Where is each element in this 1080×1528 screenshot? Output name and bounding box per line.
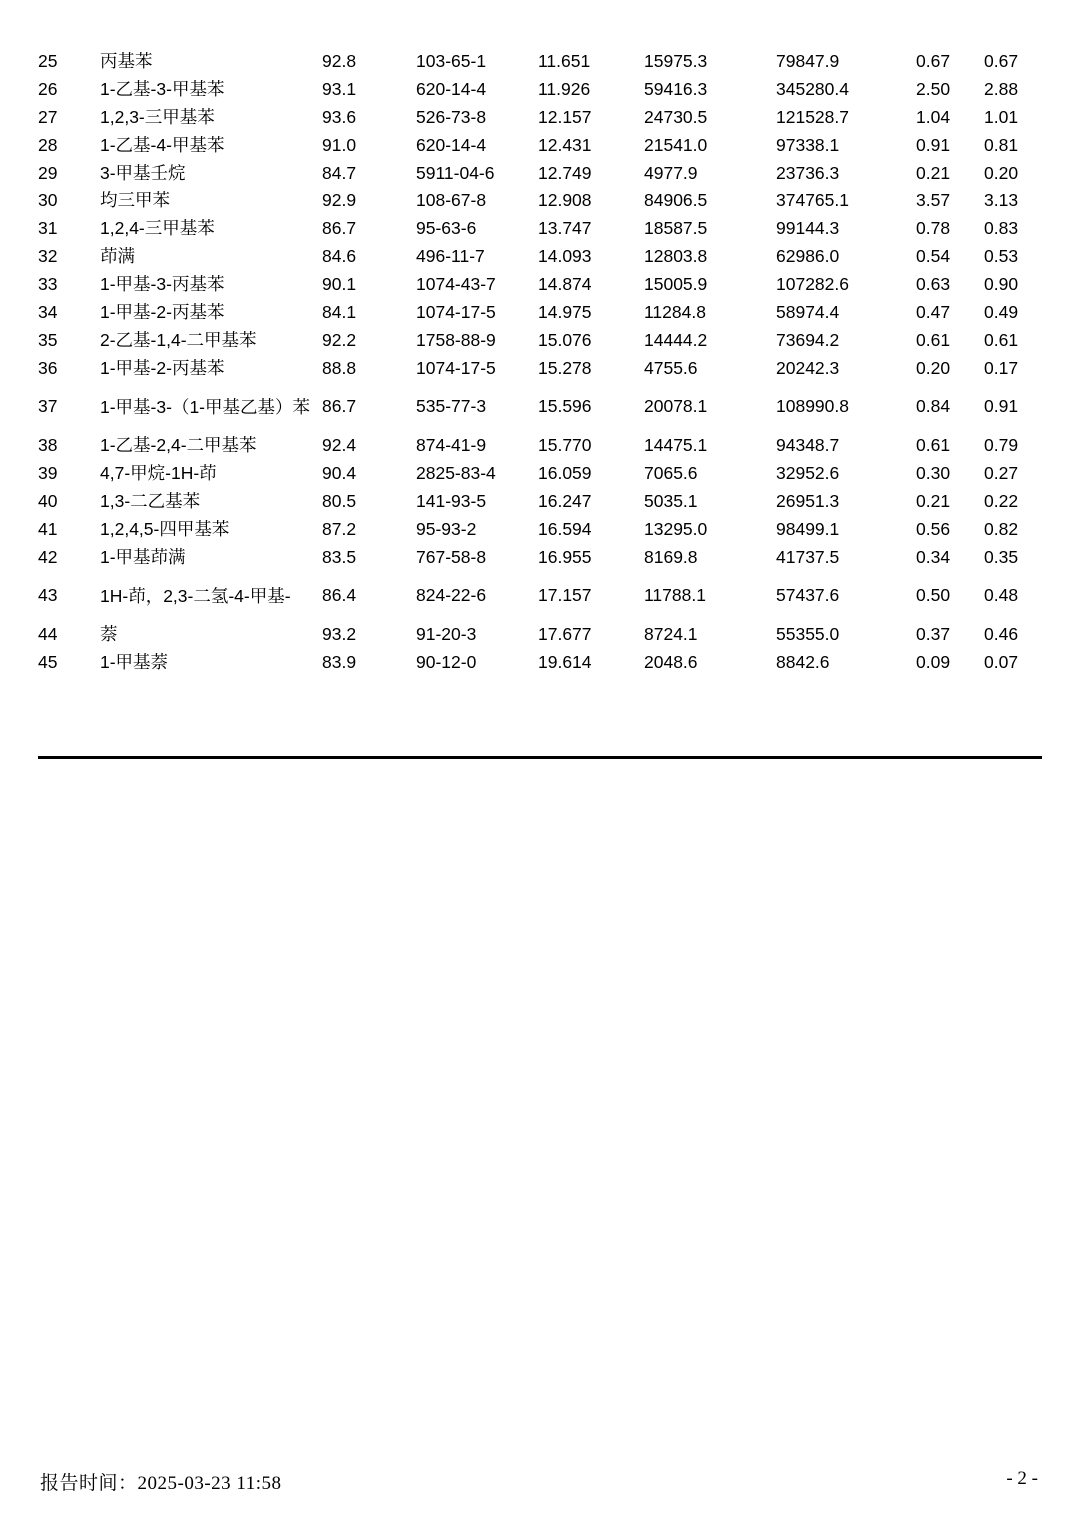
table-row xyxy=(38,432,1042,460)
peak-area-1: 11284.8 xyxy=(644,301,706,322)
retention-time: 12.908 xyxy=(538,190,592,211)
match-score: 93.6 xyxy=(322,106,357,127)
peak-area-1: 4977.9 xyxy=(644,162,698,183)
row-index: 32 xyxy=(38,246,58,267)
percent-2: 3.13 xyxy=(984,190,1019,211)
peak-area-2: 41737.5 xyxy=(776,546,840,567)
match-score: 92.8 xyxy=(322,51,357,71)
cas-number: 90-12-0 xyxy=(416,652,477,672)
cas-number: 824-22-6 xyxy=(416,585,487,606)
percent-2: 0.48 xyxy=(984,585,1019,606)
cas-number: 874-41-9 xyxy=(416,435,487,456)
percent-2: 0.27 xyxy=(984,463,1019,483)
match-score: 80.5 xyxy=(322,490,357,511)
percent-1: 0.34 xyxy=(916,546,951,567)
row-index: 31 xyxy=(38,218,58,239)
percent-1: 0.50 xyxy=(916,585,951,606)
retention-time: 14.975 xyxy=(538,301,592,322)
cas-number: 103-65-1 xyxy=(416,51,487,71)
percent-1: 0.63 xyxy=(916,274,951,294)
peak-area-1: 5035.1 xyxy=(644,490,698,511)
percent-1: 0.78 xyxy=(916,218,951,239)
row-index: 41 xyxy=(38,518,58,539)
cas-number: 2825-83-4 xyxy=(416,463,496,483)
cas-number: 620-14-4 xyxy=(416,134,487,155)
table-row xyxy=(38,649,1042,677)
peak-area-1: 14475.1 xyxy=(644,435,708,456)
percent-1: 0.47 xyxy=(916,301,951,322)
percent-1: 0.84 xyxy=(916,396,951,417)
peak-area-1: 18587.5 xyxy=(644,218,708,239)
cas-number: 5911-04-6 xyxy=(416,162,495,183)
compound-name: 丙基苯 xyxy=(100,51,153,71)
compound-name: 1-甲基-3-（1-甲基乙基）苯 xyxy=(100,396,311,417)
match-score: 91.0 xyxy=(322,134,357,155)
percent-1: 0.30 xyxy=(916,463,951,483)
peak-area-2: 62986.0 xyxy=(776,246,840,267)
percent-1: 0.91 xyxy=(916,134,951,155)
peak-area-2: 20242.3 xyxy=(776,357,840,378)
percent-1: 0.21 xyxy=(916,490,951,511)
peak-area-2: 32952.6 xyxy=(776,463,840,483)
table-row xyxy=(38,355,1042,383)
peak-area-1: 84906.5 xyxy=(644,190,708,211)
page-footer xyxy=(0,1468,1080,1508)
row-index: 27 xyxy=(38,106,58,127)
match-score: 93.2 xyxy=(322,624,357,645)
peak-area-2: 98499.1 xyxy=(776,518,840,539)
cas-number: 767-58-8 xyxy=(416,546,487,567)
table-row xyxy=(38,160,1042,188)
row-index: 36 xyxy=(38,357,58,378)
peak-area-1: 20078.1 xyxy=(644,396,708,417)
row-index: 40 xyxy=(38,490,58,511)
peak-area-1: 11788.1 xyxy=(644,585,706,606)
match-score: 86.7 xyxy=(322,218,357,239)
peak-area-1: 2048.6 xyxy=(644,652,698,672)
percent-2: 1.01 xyxy=(984,106,1019,127)
peak-area-1: 8169.8 xyxy=(644,546,698,567)
table-row xyxy=(38,104,1042,132)
percent-2: 0.49 xyxy=(984,301,1019,322)
cas-number: 620-14-4 xyxy=(416,78,487,99)
table-row xyxy=(38,383,1042,433)
peak-area-2: 107282.6 xyxy=(776,274,849,294)
retention-time: 16.955 xyxy=(538,546,592,567)
percent-2: 0.07 xyxy=(984,652,1019,672)
peak-area-2: 94348.7 xyxy=(776,435,840,456)
peak-area-2: 58974.4 xyxy=(776,301,840,322)
retention-time: 14.093 xyxy=(538,246,592,267)
row-index: 45 xyxy=(38,652,58,672)
row-index: 38 xyxy=(38,435,58,456)
compound-name: 均三甲苯 xyxy=(100,190,170,211)
compound-name: 1-甲基萘 xyxy=(100,652,169,672)
row-index: 33 xyxy=(38,274,58,294)
match-score: 93.1 xyxy=(322,78,357,99)
table-row xyxy=(38,516,1042,544)
percent-1: 0.20 xyxy=(916,357,951,378)
match-score: 84.6 xyxy=(322,246,357,267)
percent-2: 0.22 xyxy=(984,490,1019,511)
peak-area-2: 57437.6 xyxy=(776,585,840,606)
match-score: 84.1 xyxy=(322,301,357,322)
match-score: 90.4 xyxy=(322,463,357,483)
percent-1: 0.09 xyxy=(916,652,951,672)
table-row xyxy=(38,621,1042,649)
table-row xyxy=(38,132,1042,160)
row-index: 30 xyxy=(38,190,58,211)
peak-area-2: 73694.2 xyxy=(776,329,840,350)
table-row xyxy=(38,243,1042,271)
retention-time: 16.247 xyxy=(538,490,592,511)
peak-area-1: 12803.8 xyxy=(644,246,708,267)
row-index: 29 xyxy=(38,162,58,183)
table-row xyxy=(38,271,1042,299)
compound-name: 1,2,4-三甲基苯 xyxy=(100,218,215,239)
cas-number: 1074-17-5 xyxy=(416,357,496,378)
match-score: 88.8 xyxy=(322,357,357,378)
peak-area-1: 8724.1 xyxy=(644,624,698,645)
compound-name: 2-乙基-1,4-二甲基苯 xyxy=(100,329,257,350)
compound-name: 3-甲基壬烷 xyxy=(100,162,186,183)
retention-time: 16.059 xyxy=(538,463,592,483)
percent-2: 0.91 xyxy=(984,396,1019,417)
peak-area-1: 59416.3 xyxy=(644,78,708,99)
table-row xyxy=(38,488,1042,516)
table-row xyxy=(38,48,1042,76)
cas-number: 1074-17-5 xyxy=(416,301,496,322)
compound-name: 1-乙基-2,4-二甲基苯 xyxy=(100,435,257,456)
row-index: 25 xyxy=(38,51,58,71)
percent-1: 0.61 xyxy=(916,435,951,456)
row-index: 43 xyxy=(38,585,58,606)
retention-time: 15.770 xyxy=(538,435,592,456)
cas-number: 141-93-5 xyxy=(416,490,487,511)
retention-time: 11.926 xyxy=(538,78,591,99)
compound-name: 1,2,4,5-四甲基苯 xyxy=(100,518,230,539)
percent-2: 0.61 xyxy=(984,329,1019,350)
percent-1: 2.50 xyxy=(916,78,951,99)
row-index: 44 xyxy=(38,624,58,645)
compound-name: 1,3-二乙基苯 xyxy=(100,490,201,511)
compound-name: 1,2,3-三甲基苯 xyxy=(100,106,215,127)
peak-area-2: 23736.3 xyxy=(776,162,840,183)
compound-name: 1-甲基-2-丙基苯 xyxy=(100,357,225,378)
match-score: 87.2 xyxy=(322,518,357,539)
cas-number: 1758-88-9 xyxy=(416,329,496,350)
compound-name: 4,7-甲烷-1H-茚 xyxy=(100,463,217,483)
peak-area-1: 24730.5 xyxy=(644,106,708,127)
percent-1: 0.37 xyxy=(916,624,951,645)
compound-name: 1-乙基-4-甲基苯 xyxy=(100,134,225,155)
peak-area-1: 7065.6 xyxy=(644,463,698,483)
table-row xyxy=(38,544,1042,572)
retention-time: 15.076 xyxy=(538,329,592,350)
percent-2: 0.82 xyxy=(984,518,1019,539)
percent-1: 0.56 xyxy=(916,518,951,539)
peak-area-1: 21541.0 xyxy=(644,134,708,155)
table-row xyxy=(38,327,1042,355)
retention-time: 15.278 xyxy=(538,357,592,378)
percent-2: 0.20 xyxy=(984,162,1019,183)
peak-area-2: 8842.6 xyxy=(776,652,830,672)
match-score: 92.2 xyxy=(322,329,357,350)
match-score: 86.7 xyxy=(322,396,357,417)
peak-area-2: 345280.4 xyxy=(776,78,849,99)
peak-area-1: 15005.9 xyxy=(644,274,708,294)
cas-number: 1074-43-7 xyxy=(416,274,496,294)
cas-number: 108-67-8 xyxy=(416,190,487,211)
peak-area-2: 97338.1 xyxy=(776,134,840,155)
peak-area-2: 79847.9 xyxy=(776,51,840,71)
match-score: 92.4 xyxy=(322,435,357,456)
percent-1: 0.21 xyxy=(916,162,951,183)
report-time-label: 报告时间：2025-03-23 11:58 xyxy=(40,1473,282,1494)
cas-number: 535-77-3 xyxy=(416,396,487,417)
peak-area-2: 26951.3 xyxy=(776,490,840,511)
table-body xyxy=(38,48,1042,677)
compound-name: 1H-茚，2,3-二氢-4-甲基- xyxy=(100,585,291,606)
peak-area-2: 108990.8 xyxy=(776,396,849,417)
compound-name: 1-甲基-2-丙基苯 xyxy=(100,301,225,322)
percent-2: 0.46 xyxy=(984,624,1019,645)
page-number-label: - 2 - xyxy=(1006,1468,1038,1489)
table-row xyxy=(38,76,1042,104)
compound-name: 1-乙基-3-甲基苯 xyxy=(100,78,225,99)
match-score: 92.9 xyxy=(322,190,357,211)
compound-name: 萘 xyxy=(100,624,118,645)
percent-2: 2.88 xyxy=(984,78,1019,99)
peak-area-1: 15975.3 xyxy=(644,51,708,71)
percent-2: 0.67 xyxy=(984,51,1019,71)
cas-number: 496-11-7 xyxy=(416,246,485,267)
retention-time: 12.431 xyxy=(538,134,592,155)
compound-results-table-container xyxy=(38,48,1042,677)
match-score: 90.1 xyxy=(322,274,357,294)
cas-number: 526-73-8 xyxy=(416,106,487,127)
match-score: 86.4 xyxy=(322,585,357,606)
row-index: 35 xyxy=(38,329,58,350)
percent-2: 0.79 xyxy=(984,435,1019,456)
retention-time: 13.747 xyxy=(538,218,592,239)
match-score: 83.5 xyxy=(322,546,357,567)
peak-area-2: 121528.7 xyxy=(776,106,849,127)
compound-name: 1-甲基茚满 xyxy=(100,546,186,567)
percent-2: 0.53 xyxy=(984,246,1019,267)
table-row xyxy=(38,572,1042,622)
table-row xyxy=(38,187,1042,215)
peak-area-2: 55355.0 xyxy=(776,624,840,645)
row-index: 42 xyxy=(38,546,58,567)
match-score: 84.7 xyxy=(322,162,357,183)
percent-2: 0.17 xyxy=(984,357,1019,378)
row-index: 37 xyxy=(38,396,58,417)
cas-number: 91-20-3 xyxy=(416,624,477,645)
match-score: 83.9 xyxy=(322,652,357,672)
peak-area-1: 14444.2 xyxy=(644,329,708,350)
retention-time: 17.157 xyxy=(538,585,592,606)
row-index: 34 xyxy=(38,301,58,322)
row-index: 39 xyxy=(38,463,58,483)
row-index: 28 xyxy=(38,134,58,155)
retention-time: 15.596 xyxy=(538,396,592,417)
compound-name: 茚满 xyxy=(100,246,135,267)
table-row xyxy=(38,299,1042,327)
table-bottom-border xyxy=(38,756,1042,759)
compound-results-table xyxy=(38,48,1042,677)
table-row xyxy=(38,215,1042,243)
retention-time: 19.614 xyxy=(538,652,592,672)
peak-area-2: 99144.3 xyxy=(776,218,840,239)
cas-number: 95-63-6 xyxy=(416,218,477,239)
percent-2: 0.90 xyxy=(984,274,1019,294)
row-index: 26 xyxy=(38,78,58,99)
percent-1: 0.54 xyxy=(916,246,951,267)
percent-1: 1.04 xyxy=(916,106,951,127)
compound-name: 1-甲基-3-丙基苯 xyxy=(100,274,225,294)
retention-time: 16.594 xyxy=(538,518,592,539)
retention-time: 11.651 xyxy=(538,51,591,71)
retention-time: 12.157 xyxy=(538,106,592,127)
peak-area-1: 4755.6 xyxy=(644,357,698,378)
percent-2: 0.81 xyxy=(984,134,1019,155)
table-row xyxy=(38,460,1042,488)
peak-area-1: 13295.0 xyxy=(644,518,708,539)
cas-number: 95-93-2 xyxy=(416,518,477,539)
retention-time: 12.749 xyxy=(538,162,592,183)
percent-1: 0.67 xyxy=(916,51,951,71)
percent-1: 3.57 xyxy=(916,190,951,211)
percent-2: 0.83 xyxy=(984,218,1019,239)
retention-time: 14.874 xyxy=(538,274,592,294)
retention-time: 17.677 xyxy=(538,624,592,645)
peak-area-2: 374765.1 xyxy=(776,190,849,211)
percent-1: 0.61 xyxy=(916,329,951,350)
percent-2: 0.35 xyxy=(984,546,1019,567)
